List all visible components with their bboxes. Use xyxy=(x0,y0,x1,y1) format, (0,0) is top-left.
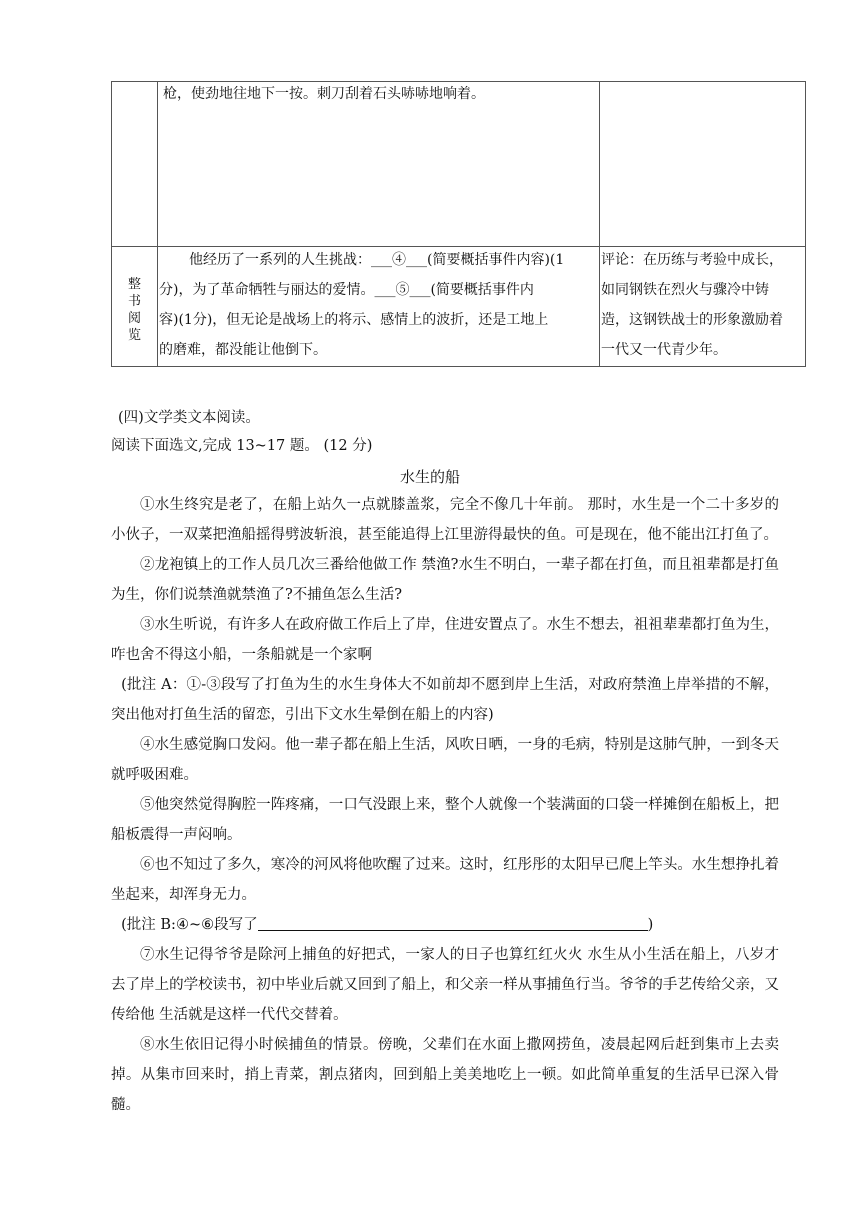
comment-line: 如同钢铁在烈火与骤冷中铸 xyxy=(601,282,769,298)
passage-body xyxy=(111,490,779,1120)
section-heading: (四)文学类文本阅读。 xyxy=(118,410,260,426)
table-row1-text: 枪，使劲地往地下一按。刺刀刮着石头哧哧地响着。 xyxy=(163,86,485,102)
label-char: 书 xyxy=(127,294,141,309)
label-char: 整 xyxy=(127,277,141,292)
annotation-b-prefix: (批注 B:④~⑥段写了 xyxy=(121,917,258,933)
table-row2-summary xyxy=(159,245,599,365)
comment-line: 评论：在历练与考验中成长， xyxy=(601,252,783,268)
paragraph: ②龙袍镇上的工作人员几次三番给他做工作 禁渔?水生不明白，一辈子都在打鱼，而且祖辈都是打鱼为生，你们说禁渔就禁渔了?不捕鱼怎么生活? xyxy=(111,557,779,603)
annotation-b-suffix: ) xyxy=(647,917,654,933)
summary-line: 的磨难，都没能让他倒下。 xyxy=(159,342,327,358)
comment-line: 一代又一代青少年。 xyxy=(601,342,727,358)
label-char: 览 xyxy=(127,328,141,343)
comment-line: 造，这钢铁战士的形象激励着 xyxy=(601,312,783,328)
paragraph: ⑦水生记得爷爷是除河上捕鱼的好把式，一家人的日子也算红红火火 水生从小生活在船上，八岁才去了岸上的学校读书，初中毕业后就又回到了船上，和父亲一样从事捕鱼行当。爷爷的手艺传给父亲，又传给他 生活就是这样一代代交替着。 xyxy=(111,947,779,1023)
paragraph: ⑥也不知过了多久，寒冷的河风将他吹醒了过来。这时，红彤彤的太阳早已爬上竿头。水生想挣扎着坐起来，却浑身无力。 xyxy=(111,857,779,903)
summary-line: 分)，为了革命牺牲与丽达的爱情。___⑤___(简要概括事件内 xyxy=(159,282,534,298)
table-row2-comment xyxy=(601,245,805,365)
summary-line: 容)(1分)，但无论是战场上的将示、感情上的波折，还是工地上 xyxy=(159,312,549,328)
table-divider xyxy=(599,82,600,366)
paragraph: ①水生终究是老了，在船上站久一点就膝盖浆，完全不像几十年前。 那时，水生是一个二十多岁的小伙子，一双菜把渔船摇得劈波斩浪，甚至能追得上江里游得最快的鱼。可是现在，他不能出江打鱼了。 xyxy=(111,497,779,543)
annotation-a: (批注 A：①-③段写了打鱼为生的水生身体大不如前却不愿到岸上生活，对政府禁渔上岸举措的不解，突出他对打鱼生活的留恋，引出下文水生晕倒在船上的内容) xyxy=(111,677,779,723)
summary-line: 他经历了一系列的人生挑战：___④___(简要概括事件内容)(1 xyxy=(189,252,565,268)
label-char: 阅 xyxy=(127,311,141,326)
table-divider xyxy=(157,82,158,366)
annotation-b xyxy=(111,910,779,940)
paragraph: ⑧水生依旧记得小时候捕鱼的情景。傍晚，父辈们在水面上撒网捞鱼，凌晨起网后赶到集市上去卖掉。从集市回来时，捎上青菜，割点猪肉，回到船上美美地吃上一顿。如此简单重复的生活早已深入骨髓。 xyxy=(111,1037,779,1113)
reading-table xyxy=(111,81,806,367)
paragraph: ⑤他突然觉得胸腔一阵疼痛，一口气没跟上来，整个人就像一个装满面的口袋一样摊倒在船板上，把船板震得一声闷响。 xyxy=(111,797,779,843)
table-row2-label xyxy=(112,276,157,344)
passage-title: 水生的船 xyxy=(399,468,460,486)
paragraph: ④水生感觉胸口发闷。他一辈子都在船上生活，风吹日晒，一身的毛病，特别是这肺气肿，一到冬天就呼吸困难。 xyxy=(111,737,779,783)
paragraph: ③水生听说，有许多人在政府做工作后上了岸，住进安置点了。水生不想去，祖祖辈辈都打鱼为生，咋也舍不得这小船，一条船就是一个家啊 xyxy=(111,617,779,663)
section-instruction: 阅读下面选文,完成 13~17 题。 (12 分) xyxy=(111,438,373,454)
answer-blank[interactable] xyxy=(258,915,648,931)
